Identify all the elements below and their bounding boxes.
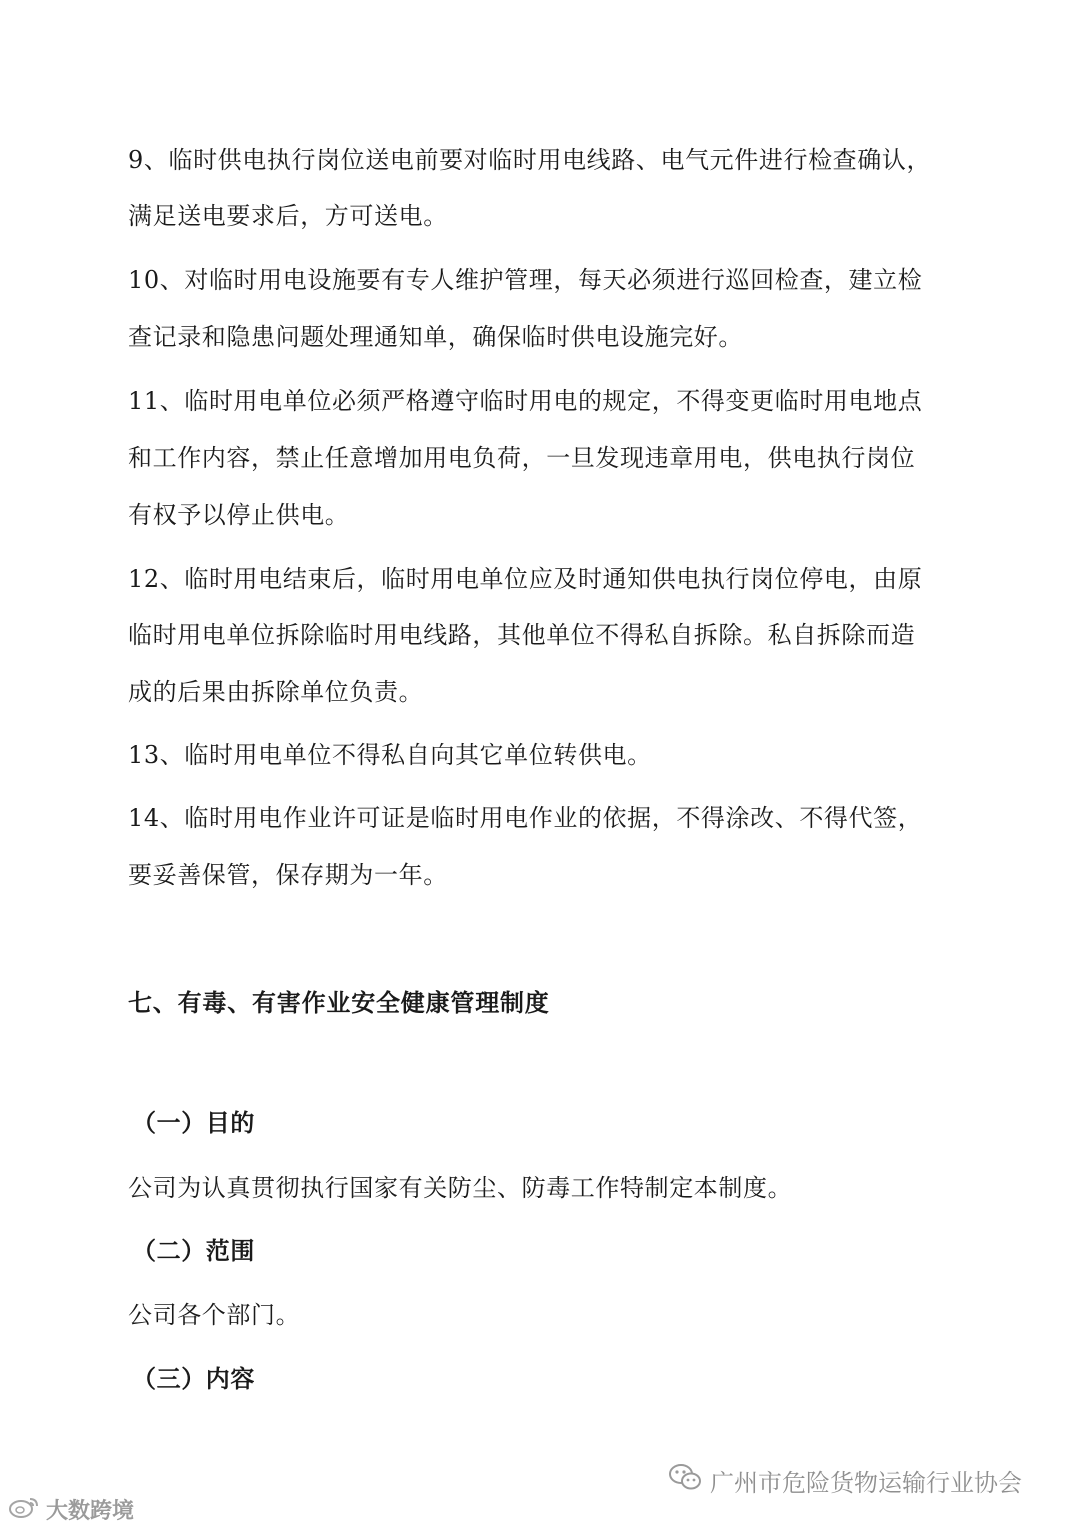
item-11-line-2: 和工作内容，禁止任意增加用电负荷，一旦发现违章用电，供电执行岗位 [128,444,916,472]
item-14-line-2: 要妥善保管，保存期为一年。 [128,861,448,889]
scope-title: （二）范围 [132,1236,255,1265]
content-title: （三）内容 [132,1364,255,1393]
item-11-line-3: 有权予以停止供电。 [128,501,350,529]
wechat-icon [668,1462,702,1498]
item-10-line-1: 10、对临时用电设施要有专人维护管理，每天必须进行巡回检查，建立检 [128,266,923,294]
wechat-watermark [668,1462,1022,1498]
weibo-icon [8,1495,40,1525]
purpose-title: （一）目的 [132,1108,255,1137]
weibo-watermark [8,1494,134,1525]
item-12-line-2: 临时用电单位拆除临时用电线路，其他单位不得私自拆除。私自拆除而造 [128,621,916,649]
item-12-line-1: 12、临时用电结束后，临时用电单位应及时通知供电执行岗位停电，由原 [128,565,923,593]
purpose-text: 公司为认真贯彻执行国家有关防尘、防毒工作特制定本制度。 [128,1174,793,1202]
item-14-line-1: 14、临时用电作业许可证是临时用电作业的依据，不得涂改、不得代签， [128,804,923,832]
item-10-line-2: 查记录和隐患问题处理通知单，确保临时供电设施完好。 [128,323,743,351]
scope-text: 公司各个部门。 [128,1301,301,1329]
section-heading: 七、有毒、有害作业安全健康管理制度 [128,988,550,1017]
item-12-line-3: 成的后果由拆除单位负责。 [128,678,424,706]
item-13-line-1: 13、临时用电单位不得私自向其它单位转供电。 [128,741,652,769]
wechat-account-name: 广州市危险货物运输行业协会 [710,1468,1022,1497]
weibo-account-name: 大数跨境 [46,1499,135,1524]
item-9-line-1: 9、临时供电执行岗位送电前要对临时用电线路、电气元件进行检查确认， [128,146,932,174]
item-9-line-2: 满足送电要求后，方可送电。 [128,202,448,230]
item-11-line-1: 11、临时用电单位必须严格遵守临时用电的规定，不得变更临时用电地点 [128,387,923,415]
